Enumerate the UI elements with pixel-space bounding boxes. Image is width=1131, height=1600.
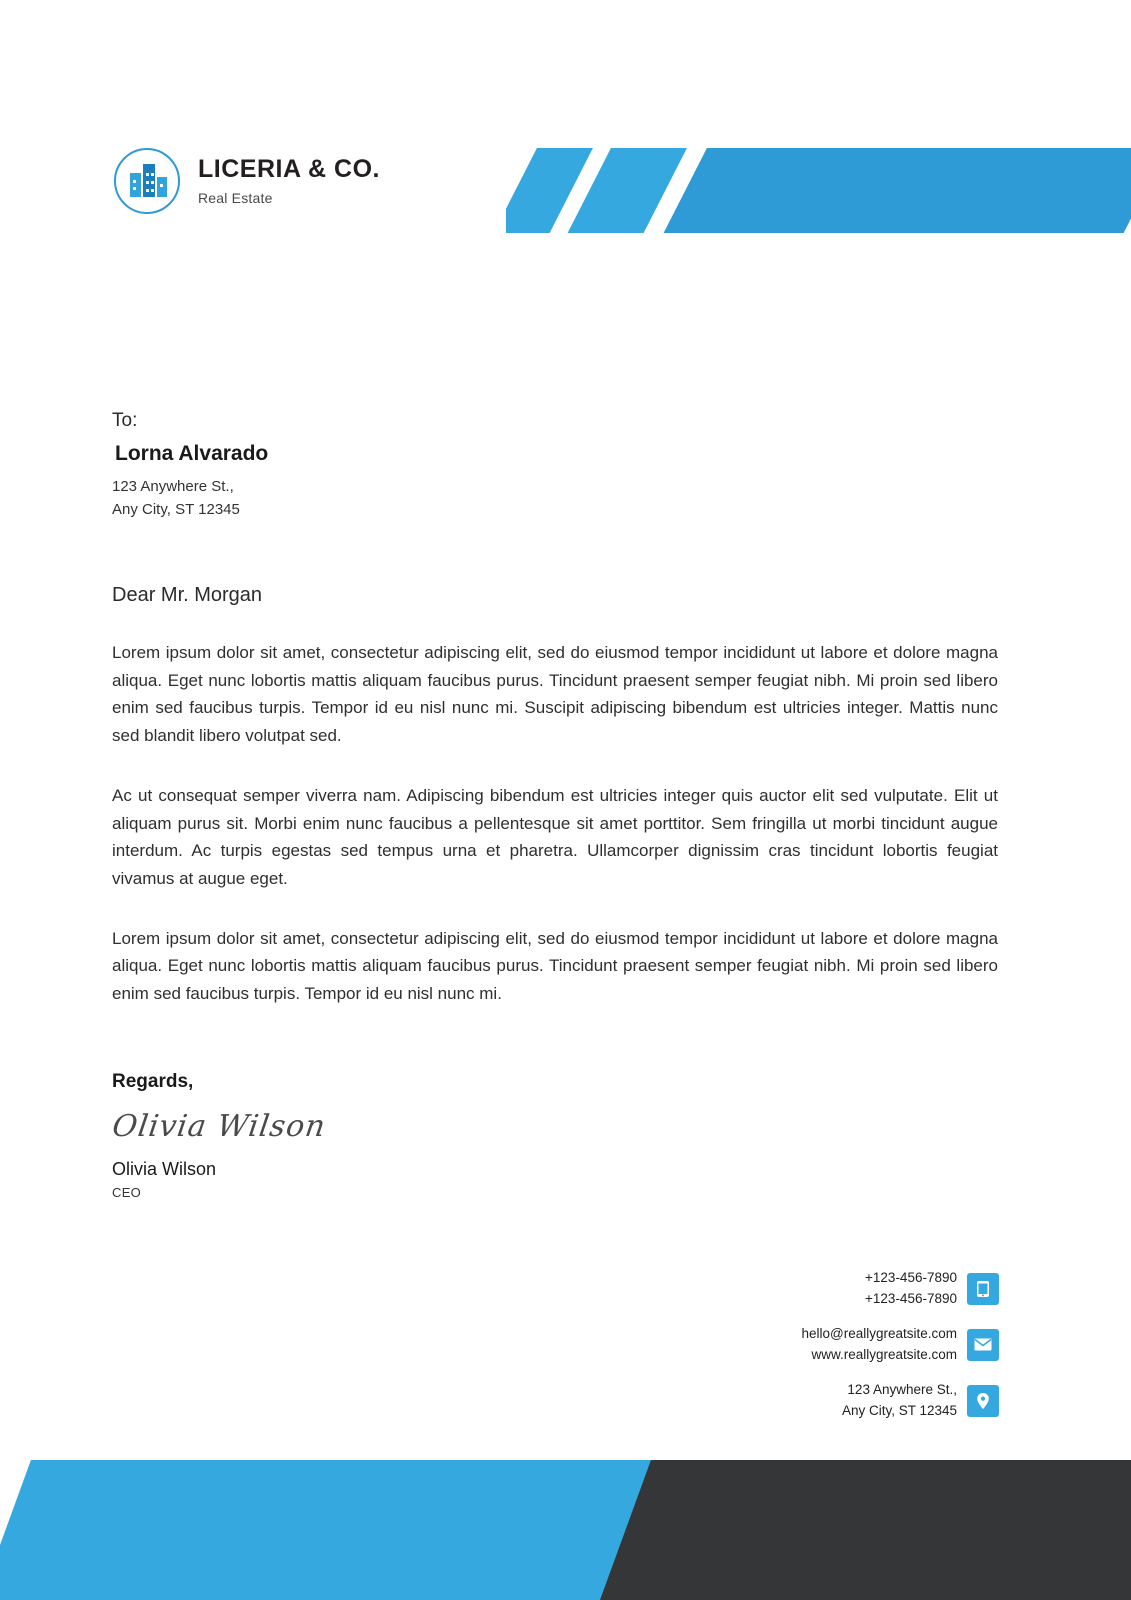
recipient-address-line2: Any City, ST 12345 <box>112 500 240 518</box>
location-pin-icon <box>967 1385 999 1417</box>
signature-script: Olivia Wilson <box>110 1108 329 1144</box>
body-paragraph-3: Lorem ipsum dolor sit amet, consectetur adipiscing elit, sed do eiusmod tempor incididunt ut labore et dolore magna aliqua. Eget nunc lobortis mattis aliquam faucibus purus. Tincidunt praesent semper feugiat nibh. Mi proin sed libero enim sed faucibus turpis. Tempor id eu nisl nunc mi. <box>112 928 998 1004</box>
footer-blue-shape <box>0 1460 651 1600</box>
website-url: www.reallygreatsite.com <box>811 1346 957 1362</box>
signer-name: Olivia Wilson <box>112 1158 217 1179</box>
brand-lockup <box>114 148 380 214</box>
contact-row-phone <box>679 1268 999 1310</box>
stripe-wide <box>656 148 1131 233</box>
signer-title: CEO <box>112 1184 142 1200</box>
phone-icon <box>967 1273 999 1305</box>
phone-line-2: +123-456-7890 <box>865 1290 957 1306</box>
building-circle-icon <box>114 148 180 214</box>
email-address: hello@reallygreatsite.com <box>801 1325 957 1341</box>
brand-name: LICERIA & CO. <box>198 155 380 184</box>
address-line-1: 123 Anywhere St., <box>847 1381 957 1397</box>
body-paragraph-2: Ac ut consequat semper viverra nam. Adipiscing bibendum est ultricies integer quis auctor elit sed vulputate. Elit ut aliquam purus sit. Morbi enim nunc faucibus a pellentesque sit amet porttitor. Sem fringilla ut morbi tincidunt augue interdum. Ac turpis egestas sed tempus urna et pharetra. Ullamcorper dignissim cras tincidunt lobortis feugiat vivamus at augue eget. <box>112 785 998 888</box>
recipient-label: To: <box>112 410 138 431</box>
contact-row-address <box>679 1380 999 1422</box>
letter-body <box>112 410 998 1200</box>
letterhead-footer <box>0 1460 1131 1600</box>
phone-lines <box>865 1268 957 1310</box>
recipient-address <box>112 476 998 521</box>
closing-text: Regards, <box>112 1070 194 1092</box>
phone-line-1: +123-456-7890 <box>865 1270 957 1285</box>
email-lines <box>801 1324 957 1366</box>
header-stripe-decoration <box>506 148 1131 233</box>
contact-row-email <box>679 1324 999 1366</box>
recipient-address-line1: 123 Anywhere St., <box>112 478 234 495</box>
email-icon <box>967 1329 999 1361</box>
brand-text <box>198 156 380 206</box>
salutation: Dear Mr. Morgan <box>112 584 263 606</box>
letterhead-header <box>0 0 1131 260</box>
address-lines <box>842 1380 957 1422</box>
recipient-name: Lorna Alvarado <box>115 442 269 465</box>
address-line-2: Any City, ST 12345 <box>841 1402 957 1418</box>
body-paragraph-1: Lorem ipsum dolor sit amet, consectetur adipiscing elit, sed do eiusmod tempor incididunt ut labore et dolore magna aliqua. Eget nunc lobortis mattis aliquam faucibus purus. Tincidunt praesent semper feugiat nibh. Mi proin sed libero enim sed faucibus turpis. Tempor id eu nisl nunc mi. Suscipit adipiscing bibendum est ultricies integer. Mattis nunc sed blandit libero volutpat sed. <box>112 643 998 746</box>
brand-tagline: Real Estate <box>198 189 273 206</box>
contact-block <box>679 1268 999 1436</box>
